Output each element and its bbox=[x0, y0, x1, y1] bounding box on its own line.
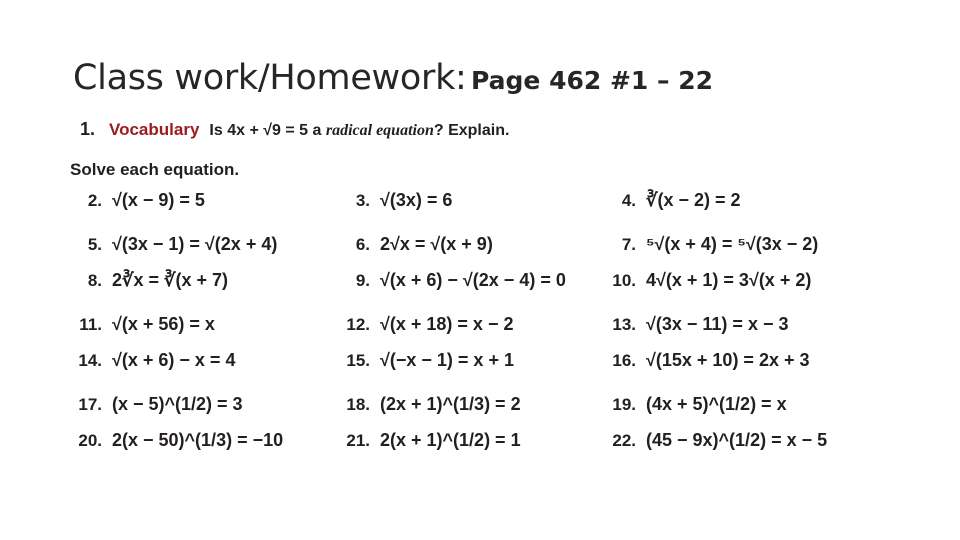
problem-item bbox=[70, 270, 228, 291]
problem-item bbox=[604, 430, 827, 451]
problem-number: 14. bbox=[78, 351, 102, 370]
problem-number: 1. bbox=[80, 119, 96, 139]
problem-number: 2. bbox=[87, 191, 102, 210]
problem-item bbox=[338, 394, 521, 415]
problem-number: 20. bbox=[78, 431, 102, 450]
problem-number: 5. bbox=[87, 235, 102, 254]
problem-equation: (x − 5)^(1/2) = 3 bbox=[112, 394, 243, 414]
problem-item bbox=[604, 234, 818, 255]
problem-number: 6. bbox=[355, 235, 370, 254]
problem-equation: ∛(x − 2) = 2 bbox=[646, 190, 741, 210]
problem-item bbox=[604, 190, 741, 211]
problem-item bbox=[338, 430, 521, 451]
problem-item bbox=[338, 234, 493, 255]
problem-item bbox=[70, 430, 283, 451]
problem-equation: √(x + 6) − x = 4 bbox=[112, 350, 236, 370]
problem-item bbox=[338, 270, 566, 291]
page-title bbox=[73, 58, 713, 98]
problem-item bbox=[338, 350, 514, 371]
problem-number: 19. bbox=[612, 395, 636, 414]
problem-equation: 4√(x + 1) = 3√(x + 2) bbox=[646, 270, 812, 290]
problem-equation: √(15x + 10) = 2x + 3 bbox=[646, 350, 810, 370]
problem-item bbox=[604, 394, 787, 415]
problem-item bbox=[604, 270, 811, 291]
vocabulary-question bbox=[80, 119, 509, 140]
problem-item bbox=[70, 234, 277, 255]
problem-item bbox=[604, 350, 810, 371]
problem-number: 16. bbox=[612, 351, 636, 370]
problem-item bbox=[604, 314, 788, 335]
problem-item bbox=[70, 350, 235, 371]
problem-equation: (2x + 1)^(1/3) = 2 bbox=[380, 394, 521, 414]
problem-item bbox=[338, 314, 513, 335]
problem-number: 12. bbox=[346, 315, 370, 334]
problem-number: 13. bbox=[612, 315, 636, 334]
problem-equation: √(−x − 1) = x + 1 bbox=[380, 350, 514, 370]
instructions-heading: Solve each equation. bbox=[70, 160, 240, 179]
problem-equation: √(3x) = 6 bbox=[380, 190, 453, 210]
problem-number: 22. bbox=[612, 431, 636, 450]
problem-equation: √(3x − 11) = x − 3 bbox=[646, 314, 789, 334]
problem-equation: 2(x + 1)^(1/2) = 1 bbox=[380, 430, 521, 450]
title-page-reference: Page 462 #1 – 22 bbox=[471, 66, 714, 95]
problem-equation: 2∛x = ∛(x + 7) bbox=[112, 270, 228, 290]
problem-equation: √(x + 56) = x bbox=[112, 314, 215, 334]
question-term: radical equation bbox=[325, 122, 434, 139]
problem-number: 21. bbox=[346, 431, 370, 450]
problem-number: 18. bbox=[346, 395, 370, 414]
problem-number: 3. bbox=[355, 191, 370, 210]
problem-number: 11. bbox=[79, 315, 102, 334]
problem-equation: √(x − 9) = 5 bbox=[112, 190, 205, 210]
problem-equation: 2√x = √(x + 9) bbox=[380, 234, 493, 254]
question-post: ? Explain. bbox=[433, 122, 510, 139]
title-lead: Class work/Homework: bbox=[73, 58, 467, 98]
problem-item bbox=[70, 314, 215, 335]
problem-item bbox=[70, 394, 243, 415]
problem-equation: (4x + 5)^(1/2) = x bbox=[646, 394, 787, 414]
problem-equation: √(3x − 1) = √(2x + 4) bbox=[112, 234, 278, 254]
problem-number: 8. bbox=[87, 271, 102, 290]
vocabulary-question-text bbox=[209, 122, 509, 139]
problem-equation: √(x + 6) − √(2x − 4) = 0 bbox=[380, 270, 566, 290]
problem-number: 15. bbox=[346, 351, 370, 370]
problem-equation: 2(x − 50)^(1/3) = −10 bbox=[112, 430, 284, 450]
problem-number: 9. bbox=[355, 271, 370, 290]
problem-item bbox=[70, 190, 205, 211]
problem-item bbox=[338, 190, 452, 211]
question-pre: Is 4x + √9 = 5 a bbox=[209, 122, 322, 139]
problem-equation: (45 − 9x)^(1/2) = x − 5 bbox=[646, 430, 828, 450]
problem-equation: ⁵√(x + 4) = ⁵√(3x − 2) bbox=[646, 234, 819, 254]
problem-number: 7. bbox=[621, 235, 636, 254]
problem-number: 4. bbox=[621, 191, 636, 210]
problem-equation: √(x + 18) = x − 2 bbox=[380, 314, 514, 334]
vocabulary-label: Vocabulary bbox=[109, 120, 200, 139]
problem-number: 17. bbox=[78, 395, 102, 414]
problem-number: 10. bbox=[612, 271, 636, 290]
